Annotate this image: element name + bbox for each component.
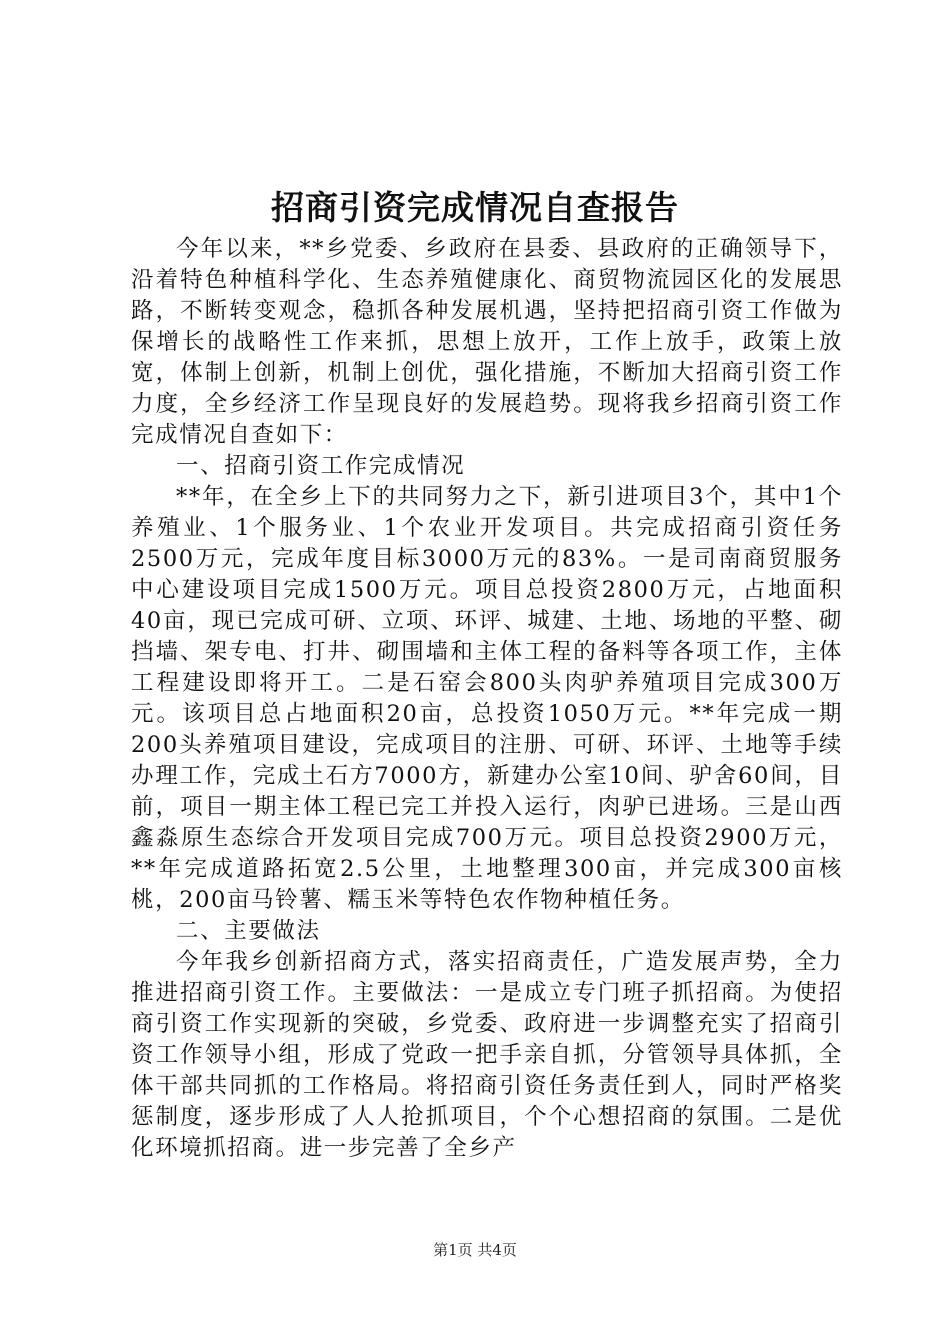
- intro-paragraph: 今年以来，**乡党委、乡政府在县委、县政府的正确领导下，沿着特色种植科学化、生态养殖健康化、商贸物流园区化的发展思路，不断转变观念，稳抓各种发展机遇，坚持把招商引资工作做为保增长的战略性工作来抓，思想上放开，工作上放手，政策上放宽，体制上创新，机制上创优，强化措施，不断加大招商引资工作力度，全乡经济工作呈现良好的发展趋势。现将我乡招商引资工作完成情况自查如下：: [131, 236, 843, 448]
- section-2-paragraph: 今年我乡创新招商方式，落实招商责任，广造发展声势，全力推进招商引资工作。主要做法：一是成立专门班子抓招商。为使招商引资工作实现新的突破，乡党委、政府进一步调整充实了招商引资工作领导小组，形成了党政一把手亲自抓，分管领导具体抓，全体干部共同抓的工作格局。将招商引资任务责任到人，同时严格奖惩制度，逐步形成了人人抢抓项目，个个心想招商的氛围。二是优化环境抓招商。进一步完善了全乡产: [131, 949, 843, 1161]
- section-heading-1: 一、招商引资工作完成情况: [176, 453, 466, 479]
- document-body: [131, 234, 843, 1164]
- section-1-paragraph: **年，在全乡上下的共同努力之下，新引进项目3个，其中1个养殖业、1个服务业、1个农业开发项目。共完成招商引资任务2500万元，完成年度目标3000万元的83%。一是司南商贸服务中心建设项目完成1500万元。项目总投资2800万元，占地面积40亩，现已完成可研、立项、环评、城建、土地、场地的平整、砌挡墙、架专电、打井、砌围墙和主体工程的备料等各项工作，主体工程建设即将开工。二是石窑会800头肉驴养殖项目完成300万元。该项目总占地面积20亩，总投资1050万元。**年完成一期200头养殖项目建设，完成项目的注册、可研、环评、土地等手续办理工作，完成土石方7000方，新建办公室10间、驴舍60间，目前，项目一期主体工程已完工并投入运行，肉驴已进场。三是山西鑫淼原生态综合开发项目完成700万元。项目总投资2900万元，**年完成道路拓宽2.5公里，土地整理300亩，并完成300亩核桃，200亩马铃薯、糯玉米等特色农作物种植任务。: [131, 484, 843, 913]
- page-number-footer: 第1页 共4页: [433, 1241, 517, 1259]
- document-title: 招商引资完成情况自查报告: [271, 188, 679, 227]
- section-heading-2: 二、主要做法: [176, 918, 321, 944]
